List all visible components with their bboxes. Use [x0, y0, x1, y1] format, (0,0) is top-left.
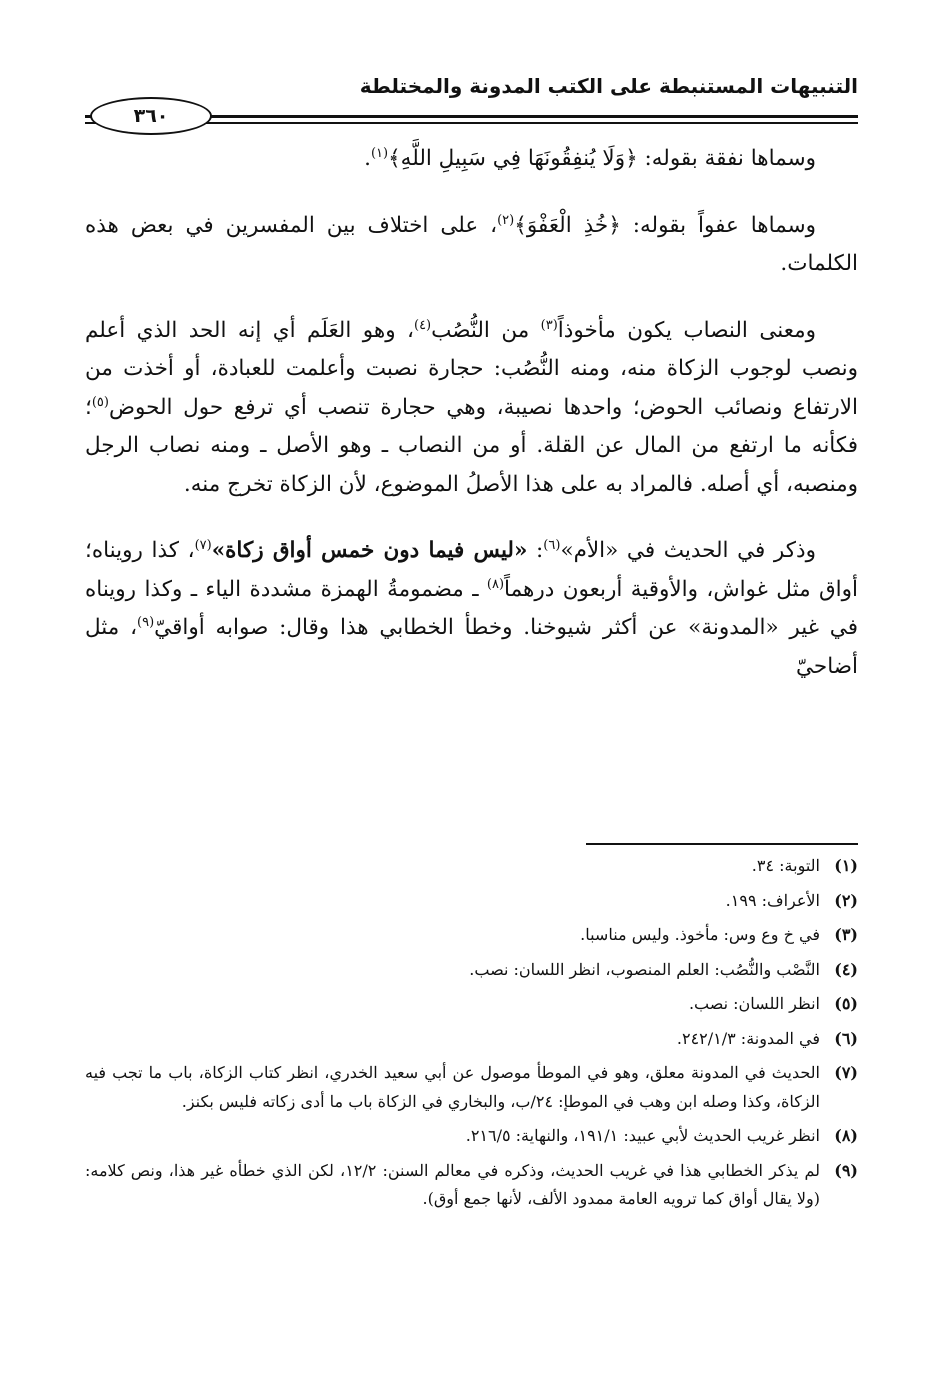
footnote-number: (١)	[834, 856, 858, 875]
footnote-text: لم يذكر الخطابي هذا في غريب الحديث، وذكره في معالم السنن: ١٢/٢، لكن الذي خطأه غير هذا، ونص كلامه: (ولا يقال أواق كما ترويه العامة ممدود الألف، لأنها جمع أوق).	[85, 1160, 821, 1208]
footnote-marker: (٤)	[413, 317, 432, 333]
footnote-text: في خ وع وس: مأخوذ. وليس مناسبا.	[580, 925, 820, 944]
paragraph-gap	[85, 504, 858, 532]
page-number: ٣٦٠	[90, 97, 212, 135]
paragraph-2	[85, 207, 858, 284]
footnote	[85, 1157, 858, 1214]
text-run: ، مثل أضاحيّ	[85, 615, 858, 679]
quran-verse: ﴿وَلَا يُنفِقُونَهَا فِي سَبِيلِ اللَّهِ﴾	[388, 146, 638, 171]
footnote-text: انظر اللسان: نصب.	[688, 994, 820, 1013]
footnote-marker: (٢)	[497, 212, 515, 228]
text-run: ومعنى النصاب يكون مأخوذاً	[557, 317, 816, 343]
text-run: وذكر في الحديث في «الأم»	[560, 538, 816, 563]
quran-verse: ﴿خُذِ الْعَفْوَ﴾	[514, 212, 621, 238]
footnote-marker: (٣)	[540, 317, 558, 333]
footnote	[85, 921, 858, 950]
footnote-marker: (٩)	[137, 614, 155, 630]
footnote-text: التوبة: ٣٤.	[751, 856, 820, 875]
footnote-separator	[586, 843, 858, 845]
text-run: :	[527, 538, 544, 563]
paragraph-3	[85, 312, 858, 505]
footnote-text: النَّصْب والنُّصُب: العلم المنصوب، انظر اللسان: نصب.	[469, 959, 820, 979]
footnotes	[85, 852, 858, 1220]
paragraph-gap	[85, 284, 858, 312]
footnote-marker: (٦)	[543, 537, 561, 553]
footnote	[85, 956, 858, 985]
text-run: .	[364, 146, 371, 171]
footnote-number: (٣)	[834, 925, 858, 944]
text-run: ، على اختلاف بين المفسرين في بعض هذه الكلمات.	[85, 212, 858, 276]
text-run: ـ مضمومةُ الهمزة مشددة الياء ـ وكذا رويناه في غير «المدونة» عن أكثر شيوخنا. وخطأ الخطابي هذا وقال: صوابه أواقيّ	[85, 576, 858, 640]
footnote-number: (٧)	[834, 1063, 858, 1082]
footnote-text: الحديث في المدونة معلق، وهو في الموطأ موصول عن أبي سعيد الخدري، انظر كتاب الزكاة، باب ما تجب فيه الزكاة، وكذا وصله ابن وهب في الموطإ: ٢٤/ب، والبخاري في الزكاة باب ما أدى زكاته فليس بكنز.	[85, 1063, 821, 1111]
text-run: ، وهو العَلَم أي إنه الحد الذي أعلم ونصب لوجوب الزكاة منه، ومنه النُّصُب: حجارة نصبت وأعلمت للعبادة، أو أخذت من الارتفاع ونصائب الحوض؛ واحدها نصيبة، وهي حجارة تنصب أي ترفع حول الحوض	[85, 317, 858, 420]
footnote	[85, 852, 858, 881]
footnote	[85, 1059, 858, 1116]
footnote-text: في المدونة: ٢٤٢/١/٣.	[676, 1028, 820, 1048]
footnote-number: (٢)	[834, 890, 858, 910]
text-run: ، كذا رويناه؛ أواق مثل غواش، والأوقية أربعون درهماً	[85, 538, 858, 602]
footnote-number: (٤)	[834, 959, 858, 979]
footnote	[85, 887, 858, 916]
footnote-marker: (٨)	[486, 576, 505, 592]
paragraph-4	[85, 532, 858, 686]
hadith-quote: «ليس فيما دون خمس أواق زكاة»	[211, 538, 528, 563]
footnote	[85, 1025, 858, 1054]
paragraph-gap	[85, 179, 858, 207]
footnote-text: انظر غريب الحديث لأبي عبيد: ١٩١/١، والنهاية: ٢١٦/٥.	[465, 1126, 820, 1145]
text-run: وسماها نفقة بقوله:	[637, 146, 816, 171]
footnote-marker: (٧)	[194, 537, 212, 553]
footnote-marker: (٥)	[91, 394, 109, 410]
text-run: ؛ فكأنه ما ارتفع من المال عن القلة. أو من النصاب ـ وهو الأصل ـ ومنه نصاب الرجل ومنصبه، أي أصله. فالمراد به على هذا الأصلُ الموضوع، لأن الزكاة تخرج منه.	[85, 394, 858, 497]
footnote	[85, 990, 858, 1019]
text-run: من النُّصُب	[431, 317, 541, 343]
text-run: وسماها عفواً بقوله:	[620, 212, 816, 238]
footnote	[85, 1122, 858, 1151]
footnote-text: الأعراف: ١٩٩.	[725, 890, 820, 910]
footnote-number: (٨)	[834, 1126, 858, 1145]
footnote-number: (٦)	[834, 1028, 858, 1048]
footnote-number: (٥)	[834, 994, 858, 1013]
paragraph-1	[85, 140, 858, 179]
main-text	[85, 140, 858, 686]
footnote-number: (٩)	[834, 1160, 858, 1180]
running-title: التنبيهات المستنبطة على الكتب المدونة والمختلطة	[359, 74, 858, 98]
footnote-marker: (١)	[370, 145, 389, 161]
